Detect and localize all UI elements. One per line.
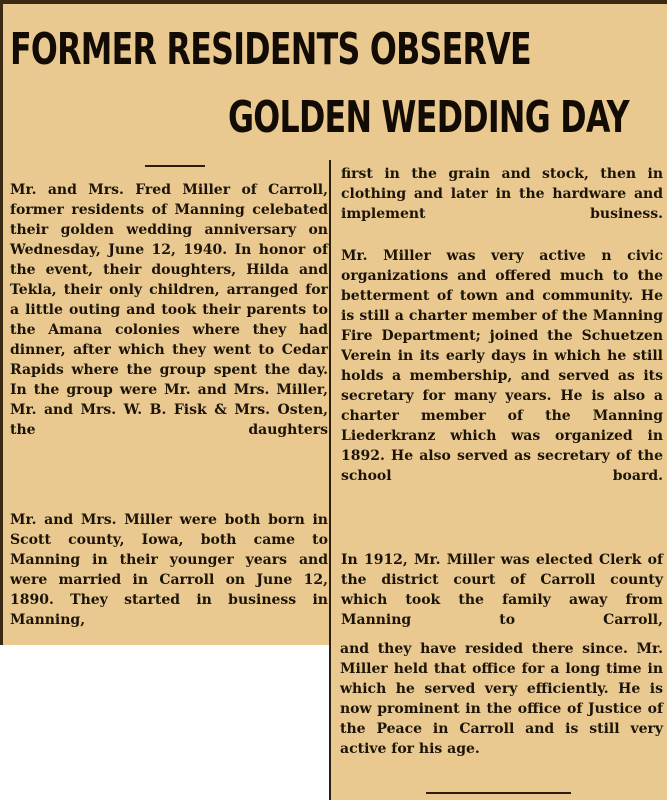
- clipping-bottom: [331, 641, 667, 800]
- headline-divider: [145, 165, 205, 167]
- right-paragraph-3: In 1912, Mr. Miller was elected Clerk of the district court of Carroll county which took the family away from Manning to Carroll,: [341, 552, 663, 628]
- bottom-divider: [426, 792, 571, 794]
- left-paragraph-1: Mr. and Mrs. Fred Miller of Carroll, former residents of Manning celebated their golden wedding anniversary on Wednesday, June 12, 1940. In honor of the event, their doughters, Hilda and Tekla, their only children, arranged for a little outing and took their parents to the Amana colonies where they had dinner, after which they went to Cedar Rapids where the group spent the day. In the group were Mr. and Mrs. Miller, Mr. and Mrs. W. B. Fisk & Mrs. Osten, the daughters: [10, 182, 328, 438]
- headline-line-1: FORMER RESIDENTS OBSERVE: [10, 24, 531, 75]
- left-paragraph-2: Mr. and Mrs. Miller were both born in Scott county, Iowa, both came to Manning in their younger years and were married in Carroll on June 12, 1890. They started in business in Manning,: [10, 512, 328, 628]
- right-paragraph-4: and they have resided there since. Mr. Miller held that office for a long time in which he served very efficiently. He is now prominent in the office of Justice of the Peace in Carroll and is still very active for his age.: [340, 641, 663, 757]
- right-paragraph-2: Mr. Miller was very active n civic organizations and offered much to the betterment of town and community. He is still a charter member of the Manning Fire Department; joined the Schuetzen Verein in its early days in which he still holds a membership, and served as its secretary for many years. He is also a charter member of the Manning Liederkranz which was organized in 1892. He also served as secretary of the school board.: [341, 248, 663, 484]
- column-divider: [329, 160, 331, 800]
- clipping-left-edge: [0, 0, 3, 645]
- right-paragraph-1: first in the grain and stock, then in clothing and later in the hardware and implement business.: [341, 166, 663, 222]
- headline-line-2: GOLDEN WEDDING DAY: [228, 92, 629, 143]
- clipping-top-edge: [0, 0, 667, 4]
